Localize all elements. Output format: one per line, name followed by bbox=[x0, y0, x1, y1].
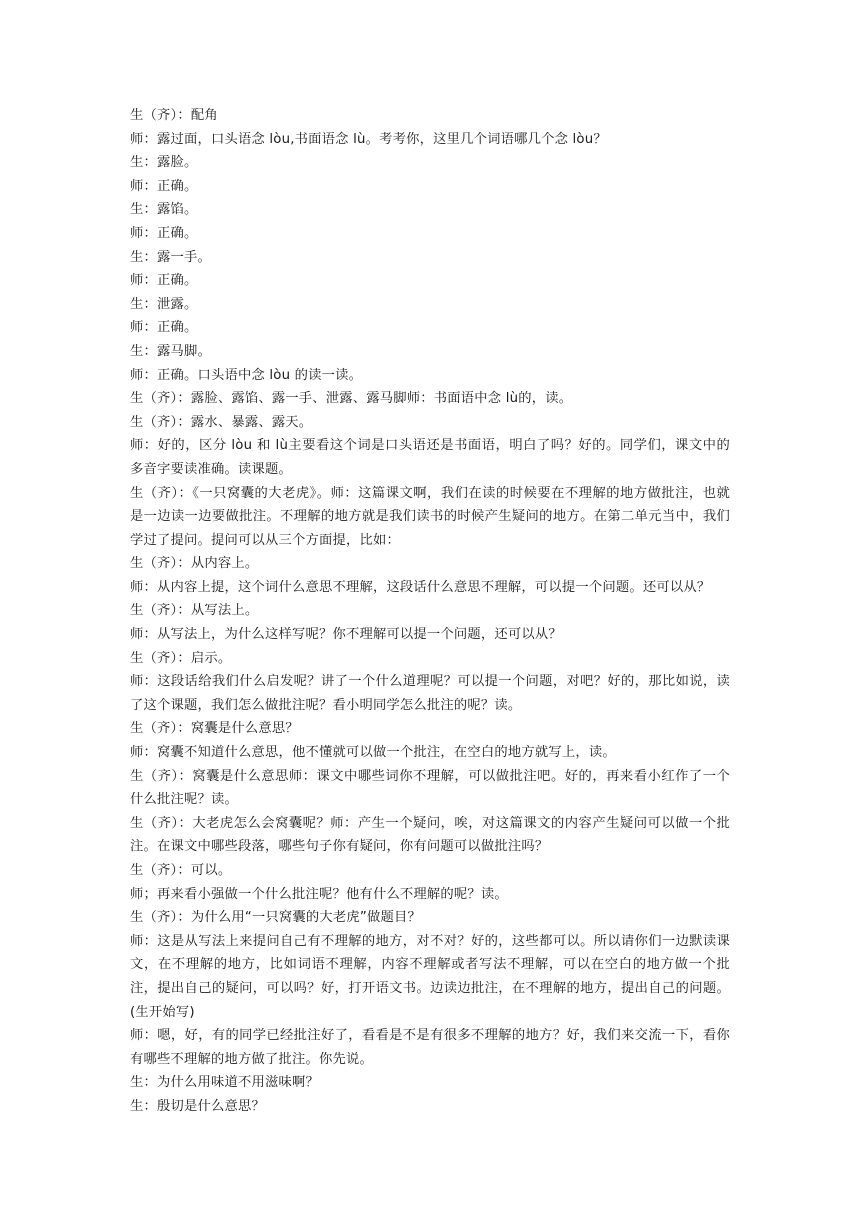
paragraph: 生：露一手。 bbox=[130, 249, 211, 265]
paragraph: 生：露馅。 bbox=[130, 202, 198, 218]
paragraph: 生（齐）：配角 bbox=[130, 108, 218, 123]
paragraph: 师：正确。 bbox=[130, 320, 198, 336]
paragraph: 生：殷切是什么意思？ bbox=[130, 1098, 265, 1114]
paragraph: 生：泄露。 bbox=[130, 296, 198, 312]
paragraph: 师：从写法上，为什么这样写呢？你不理解可以提一个问题，还可以从？ bbox=[130, 627, 562, 643]
paragraph: 师：正确。 bbox=[130, 178, 198, 194]
paragraph: 生：露脸。 bbox=[130, 155, 198, 171]
paragraph: 师：从内容上提，这个词什么意思不理解，这段话什么意思不理解，可以提一个问题。还可以从？ bbox=[130, 579, 711, 595]
paragraph: 生（齐）：露水、暴露、露天。 bbox=[130, 414, 313, 430]
document-body bbox=[130, 104, 730, 1119]
paragraph: 师：露过面，口头语念 lòu,书面语念 lù。考考你，这里几个词语哪几个念 lòu？ bbox=[130, 131, 607, 147]
paragraph: 生：为什么用味道不用滋味啊？ bbox=[130, 1075, 319, 1091]
paragraph: 师：正确。口头语中念 lòu 的读一读。 bbox=[130, 367, 363, 383]
paragraph: 生（齐）：露脸、露馅、露一手、泄露、露马脚师：书面语中念 lù的，读。 bbox=[130, 391, 573, 407]
paragraph: 生（齐）：窝囊是什么意思？ bbox=[130, 721, 299, 737]
paragraph: 生（齐）：为什么用“一只窝囊的大老虎”做题目？ bbox=[130, 910, 421, 926]
paragraph: 生（齐）：从写法上。 bbox=[130, 603, 259, 619]
paragraph: 生（齐）：启示。 bbox=[130, 650, 232, 666]
paragraph: 生（齐）：从内容上。 bbox=[130, 556, 259, 572]
paragraph: 师：嗯，好，有的同学已经批注好了，看看是不是有很多不理解的地方？好，我们来交流一下，看你有哪些不理解的地方做了批注。你先说。 bbox=[130, 1028, 730, 1067]
paragraph: 师：窝囊不知道什么意思，他不懂就可以做一个批注，在空白的地方就写上，读。 bbox=[130, 745, 616, 761]
paragraph: 生（齐）：窝囊是什么意思师：课文中哪些词你不理解，可以做批注吧。好的，再来看小红作了一个什么批注呢？读。 bbox=[130, 768, 730, 808]
paragraph: 师：这段话给我们什么启发呢？讲了一个什么道理呢？可以提一个问题，对吧？好的，那比如说，读了这个课题，我们怎么做批注呢？看小明同学怎么批注的呢？读。 bbox=[130, 674, 730, 713]
paragraph: 生（齐）：《一只窝囊的大老虎》。师：这篇课文啊，我们在读的时候要在不理解的地方做批注，也就是一边读一边要做批注。不理解的地方就是我们读书的时候产生疑问的地方。在第二单元当中，我们学过了提问。提问可以从三个方面提，比如： bbox=[130, 485, 730, 548]
paragraph: 师：这是从写法上来提问自己有不理解的地方，对不对？好的，这些都可以。所以请你们一边默读课文，在不理解的地方，比如词语不理解，内容不理解或者写法不理解，可以在空白的地方做一个批注，提出自己的疑问，可以吗？好，打开语文书。边读边批注，在不理解的地方，提出自己的问题。(生开始写) bbox=[130, 933, 730, 1020]
paragraph: 师；再来看小强做一个什么批注呢？他有什么不理解的呢？读。 bbox=[130, 886, 508, 902]
paragraph: 生：露马脚。 bbox=[130, 343, 211, 359]
paragraph: 师：正确。 bbox=[130, 225, 198, 241]
paragraph: 师：正确。 bbox=[130, 273, 198, 289]
paragraph: 生（齐）：大老虎怎么会窝囊呢？师：产生一个疑问，唉，对这篇课文的内容产生疑问可以做一个批注。在课文中哪些段落，哪些句子你有疑问，你有问题可以做批注吗？ bbox=[130, 815, 730, 855]
paragraph: 生（齐）：可以。 bbox=[130, 863, 232, 878]
paragraph: 师：好的，区分 lòu 和 lù主要看这个词是口头语还是书面语，明白了吗？好的。同学们，课文中的多音字要读准确。读课题。 bbox=[130, 438, 730, 477]
